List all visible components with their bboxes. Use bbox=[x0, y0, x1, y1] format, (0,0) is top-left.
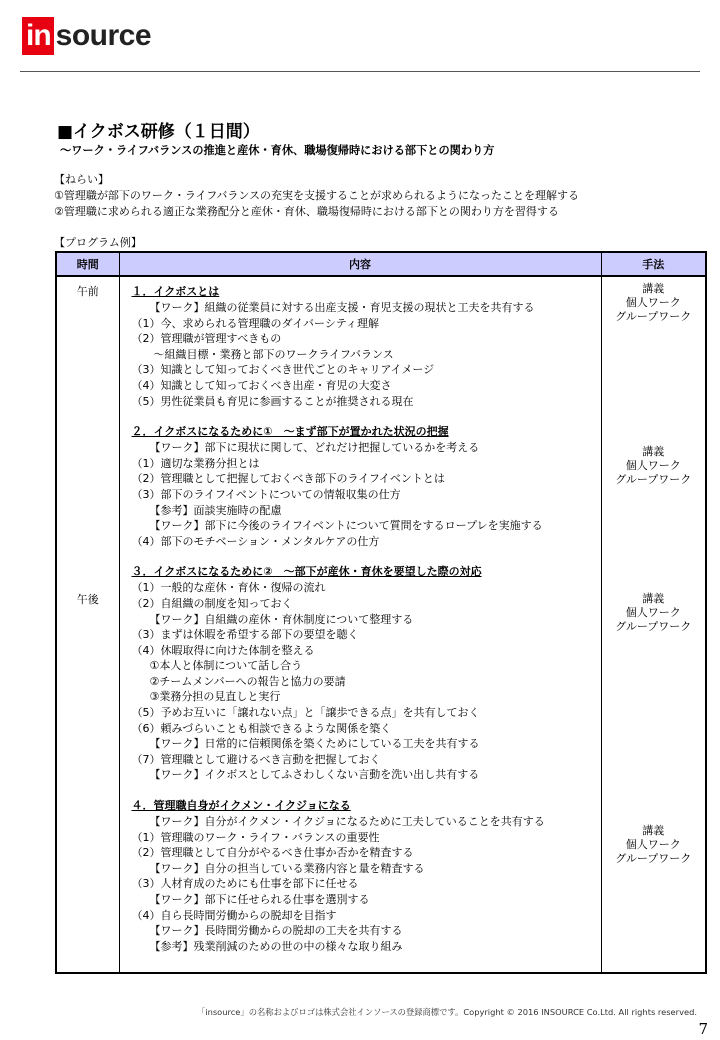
content-line: （3）部下のライフイベントについての情報収集の仕方 bbox=[131, 487, 401, 501]
content-line: ②チームメンバーへの報告と協力の要請 bbox=[149, 674, 346, 688]
copyright-footer: 「insource」の名称およびロゴは株式会社インソースの登録商標です。Copyright © 2016 INSOURCE Co.Ltd. All rights reserved. bbox=[196, 1007, 697, 1017]
content-line: 【ワーク】自分がイクメン・イクジョになるために工夫していることを共有する bbox=[149, 815, 545, 829]
content-line: 【ワーク】日常的に信頼関係を築くためにしている工夫を共有する bbox=[149, 737, 480, 751]
method-individual-work: 個人ワーク bbox=[625, 296, 681, 309]
content-line: （2）管理職として自分がやるべき仕事か否かを精査する bbox=[131, 846, 414, 860]
content-line: 【ワーク】イクボスとしてふさわしくない言動を洗い出し共有する bbox=[149, 768, 480, 782]
section-heading: ２．イクボスになるために① ～まず部下が置かれた状況の把握 bbox=[131, 425, 449, 439]
logo-wordmark: source bbox=[55, 19, 152, 52]
content-line: （7）管理職として避けるべき言動を把握しておく bbox=[131, 752, 381, 766]
section-heading: １．イクボスとは bbox=[131, 285, 220, 298]
aim-item: ①管理職が部下のワーク・ライフバランスの充実を支援することが求められるようになったことを理解する bbox=[54, 189, 579, 202]
content-line: （1）今、求められる管理職のダイバーシティ理解 bbox=[131, 316, 379, 330]
time-afternoon: 午後 bbox=[76, 593, 99, 606]
content-section bbox=[132, 564, 601, 783]
content-line: 【ワーク】部下に任せられる仕事を選別する bbox=[149, 893, 370, 906]
insource-logo bbox=[22, 17, 151, 55]
content-line: 【ワーク】組織の従業員に対する出産支援・育児支援の現状と工夫を共有する bbox=[149, 301, 535, 314]
header-content: 内容 bbox=[119, 252, 601, 276]
aim-item: ②管理職に求められる適正な業務配分と産休・育休、職場復帰時における部下との関わり方を習得する bbox=[54, 205, 559, 218]
method-group-work: グループワーク bbox=[615, 310, 692, 323]
method-group-work: グループワーク bbox=[615, 620, 692, 633]
content-line: （2）管理職が管理すべきもの bbox=[131, 332, 282, 346]
header-time: 時間 bbox=[56, 252, 119, 276]
method-block bbox=[602, 592, 706, 634]
section-heading: ４．管理職自身がイクメン・イクジョになる bbox=[131, 799, 351, 813]
aim-block bbox=[54, 172, 579, 220]
content-line: 【ワーク】部下に今後のライフイベントについて質問をするロープレを実施する bbox=[149, 519, 543, 533]
method-lecture: 講義 bbox=[642, 592, 665, 605]
content-line: （1）一般的な産休・育休・復帰の流れ bbox=[131, 581, 326, 595]
method-lecture: 講義 bbox=[642, 824, 665, 837]
program-table bbox=[55, 251, 707, 974]
content-line: （3）人材育成のためにも仕事を部下に任せる bbox=[131, 877, 359, 891]
content-section bbox=[132, 424, 601, 549]
section-heading: ３．イクボスになるために② ～部下が産休・育休を要望した際の対応 bbox=[131, 565, 482, 579]
content-column bbox=[119, 276, 601, 973]
method-lecture: 講義 bbox=[642, 445, 665, 458]
time-morning: 午前 bbox=[76, 285, 99, 298]
content-line: （4）自ら長時間労働からの脱却を目指す bbox=[131, 908, 337, 922]
table-header-row bbox=[56, 252, 706, 276]
method-lecture: 講義 bbox=[642, 282, 665, 295]
method-block bbox=[602, 282, 706, 324]
time-column bbox=[56, 276, 119, 973]
method-block bbox=[602, 824, 706, 866]
method-column bbox=[601, 276, 706, 973]
content-section bbox=[132, 284, 601, 409]
content-line: 【ワーク】自組織の産休・育休制度について整理する bbox=[149, 612, 414, 626]
page-title: ■イクボス研修（１日間） bbox=[57, 122, 260, 142]
content-section bbox=[132, 798, 601, 954]
content-line: ③業務分担の見直しと実行 bbox=[149, 690, 281, 704]
content-line: 【ワーク】自分の担当している業務内容と量を精査する bbox=[149, 861, 425, 875]
program-label: 【プログラム例】 bbox=[54, 236, 142, 249]
method-individual-work: 個人ワーク bbox=[625, 606, 681, 619]
content-line: （1）適切な業務分担とは bbox=[131, 456, 260, 470]
content-line: （4）知識として知っておくべき出産・育児の大変さ bbox=[131, 378, 392, 392]
page-number: 7 bbox=[698, 1020, 708, 1038]
table-row bbox=[56, 276, 706, 973]
content-line: （6）頼みづらいことも相談できるような関係を築く bbox=[131, 721, 392, 735]
content-line: （3）知識として知っておくべき世代ごとのキャリアイメージ bbox=[131, 363, 435, 377]
page-subtitle: ～ワーク・ライフバランスの推進と産休・育休、職場復帰時における部下との関わり方 bbox=[60, 144, 495, 157]
method-individual-work: 個人ワーク bbox=[625, 838, 681, 851]
content-line: （2）自組織の制度を知っておく bbox=[131, 596, 293, 610]
method-group-work: グループワーク bbox=[615, 473, 692, 486]
method-individual-work: 個人ワーク bbox=[625, 459, 681, 472]
logo-mark: in bbox=[22, 17, 54, 55]
content-line: 【参考】面談実施時の配慮 bbox=[149, 503, 282, 517]
content-line: （4）休暇取得に向けた体制を整える bbox=[131, 643, 315, 657]
content-line: 【ワーク】長時間労働からの脱却の工夫を共有する bbox=[149, 924, 403, 938]
content-line: （4）部下のモチベーション・メンタルケアの仕方 bbox=[131, 534, 380, 548]
content-line: （3）まずは休暇を希望する部下の要望を聴く bbox=[131, 628, 359, 642]
content-line: （2）管理職として把握しておくべき部下のライフイベントとは bbox=[131, 472, 445, 486]
content-line: ①本人と体制について話し合う bbox=[149, 659, 303, 673]
content-line: （5）男性従業員も育児に参画することが推奨される現在 bbox=[131, 394, 414, 408]
header-method: 手法 bbox=[601, 252, 706, 276]
method-block bbox=[602, 445, 706, 487]
content-line: 【参考】残業削減のための世の中の様々な取り組み bbox=[149, 939, 403, 953]
content-line: （5）予めお互いに「譲れない点」と「譲歩できる点」を共有しておく bbox=[131, 706, 480, 720]
header-divider bbox=[20, 71, 700, 72]
content-line: （1）管理職のワーク・ライフ・バランスの重要性 bbox=[131, 830, 380, 844]
content-line: 【ワーク】部下に現状に関して、どれだけ把握しているかを考える bbox=[149, 441, 480, 455]
aim-label: 【ねらい】 bbox=[54, 173, 109, 186]
method-group-work: グループワーク bbox=[615, 852, 692, 865]
content-line: ～組織目標・業務と部下のワークライフバランス bbox=[153, 347, 394, 361]
